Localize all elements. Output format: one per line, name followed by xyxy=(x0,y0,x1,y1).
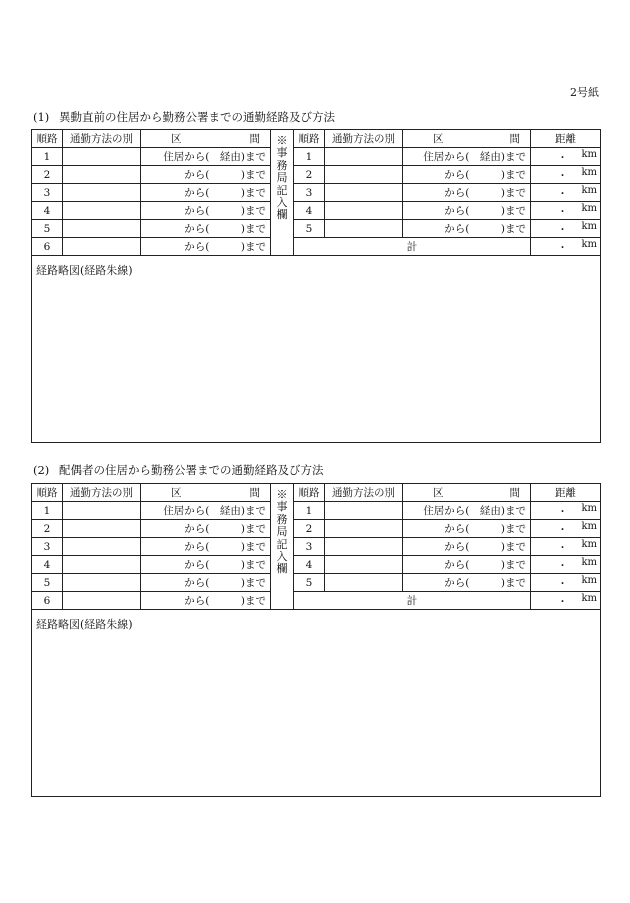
distance-input[interactable] xyxy=(531,520,601,538)
distance-dot: ・ xyxy=(557,189,568,200)
section-input[interactable]: から( )まで xyxy=(403,574,531,592)
header-order: 順路 xyxy=(294,484,325,502)
distance-unit: km xyxy=(581,185,597,196)
distance-input[interactable] xyxy=(531,166,601,184)
method-input[interactable] xyxy=(63,574,141,592)
route-map-label: 経路略図(経路朱線) xyxy=(36,618,133,631)
table-row xyxy=(32,592,601,610)
row-number: 4 xyxy=(32,556,63,574)
row-number: 4 xyxy=(294,202,325,220)
row-number: 1 xyxy=(32,148,63,166)
header-section xyxy=(141,484,271,502)
row-number: 3 xyxy=(32,184,63,202)
table-row xyxy=(32,202,601,220)
table-header-row xyxy=(32,130,601,148)
row-number: 5 xyxy=(32,574,63,592)
header-method: 通勤方法の別 xyxy=(325,130,403,148)
section-input[interactable]: から( )まで xyxy=(403,538,531,556)
distance-dot: ・ xyxy=(557,597,568,608)
table-row xyxy=(32,556,601,574)
section-input[interactable]: 住居から( 経由)まで xyxy=(141,148,271,166)
row-number: 1 xyxy=(32,502,63,520)
total-distance-input[interactable] xyxy=(531,238,601,256)
section-input[interactable]: から( )まで xyxy=(141,220,271,238)
header-section-right: 間 xyxy=(249,133,260,145)
distance-unit: km xyxy=(581,149,597,160)
section-input[interactable]: から( )まで xyxy=(141,556,271,574)
distance-input[interactable] xyxy=(531,574,601,592)
row-number: 2 xyxy=(294,520,325,538)
table-row xyxy=(32,238,601,256)
distance-dot: ・ xyxy=(557,525,568,536)
header-distance: 距離 xyxy=(531,130,601,148)
header-distance: 距離 xyxy=(531,484,601,502)
distance-unit: km xyxy=(581,539,597,550)
section-input[interactable]: から( )まで xyxy=(141,520,271,538)
distance-dot: ・ xyxy=(557,207,568,218)
table-row xyxy=(32,574,601,592)
method-input[interactable] xyxy=(63,556,141,574)
section-input[interactable]: から( )まで xyxy=(141,184,271,202)
total-distance-input[interactable] xyxy=(531,592,601,610)
distance-input[interactable] xyxy=(531,220,601,238)
section-input[interactable]: から( )まで xyxy=(403,556,531,574)
section-2-title xyxy=(33,462,324,478)
header-section-right: 間 xyxy=(509,487,520,499)
section-input[interactable]: から( )まで xyxy=(141,238,271,256)
row-number: 3 xyxy=(294,184,325,202)
distance-dot: ・ xyxy=(557,507,568,518)
method-input[interactable] xyxy=(63,238,141,256)
distance-unit: km xyxy=(581,503,597,514)
table-header-row xyxy=(32,484,601,502)
office-use-note: ※事務局記入欄 xyxy=(276,134,288,222)
method-input[interactable] xyxy=(63,148,141,166)
section-input[interactable]: から( )まで xyxy=(141,166,271,184)
method-input[interactable] xyxy=(63,202,141,220)
section-input[interactable]: 住居から( 経由)まで xyxy=(403,148,531,166)
section-1-title-text: 異動直前の住居から勤務公署までの通勤経路及び方法 xyxy=(59,110,335,124)
table-row xyxy=(32,502,601,520)
method-input[interactable] xyxy=(325,520,403,538)
header-section xyxy=(141,130,271,148)
header-section-right: 間 xyxy=(249,487,260,499)
method-input[interactable] xyxy=(325,184,403,202)
distance-unit: km xyxy=(581,521,597,532)
route-map-area[interactable] xyxy=(32,610,601,797)
method-input[interactable] xyxy=(63,520,141,538)
row-number: 5 xyxy=(32,220,63,238)
office-use-column xyxy=(271,130,294,256)
method-input[interactable] xyxy=(63,166,141,184)
table-row xyxy=(32,148,601,166)
method-input[interactable] xyxy=(325,220,403,238)
section-input[interactable]: から( )まで xyxy=(141,592,271,610)
distance-input[interactable] xyxy=(531,502,601,520)
table-row xyxy=(32,538,601,556)
office-use-note: ※事務局記入欄 xyxy=(276,488,288,576)
section-input[interactable]: から( )まで xyxy=(141,538,271,556)
route-map-area[interactable] xyxy=(32,256,601,443)
header-order: 順路 xyxy=(294,130,325,148)
table-row xyxy=(32,520,601,538)
row-number: 2 xyxy=(32,166,63,184)
total-label: 計 xyxy=(294,238,531,256)
route-table-1 xyxy=(31,129,601,443)
distance-dot: ・ xyxy=(557,561,568,572)
distance-unit: km xyxy=(581,167,597,178)
distance-dot: ・ xyxy=(557,225,568,236)
distance-dot: ・ xyxy=(557,579,568,590)
method-input[interactable] xyxy=(325,502,403,520)
row-number: 4 xyxy=(294,556,325,574)
route-table-2 xyxy=(31,483,601,797)
method-input[interactable] xyxy=(63,592,141,610)
header-order: 順路 xyxy=(32,484,63,502)
row-number: 6 xyxy=(32,238,63,256)
method-input[interactable] xyxy=(325,202,403,220)
distance-dot: ・ xyxy=(557,543,568,554)
distance-dot: ・ xyxy=(557,243,568,254)
method-input[interactable] xyxy=(325,166,403,184)
header-section-left: 区 xyxy=(171,487,182,499)
row-number: 5 xyxy=(294,574,325,592)
distance-unit: km xyxy=(581,203,597,214)
row-number: 3 xyxy=(32,538,63,556)
table-row xyxy=(32,184,601,202)
method-input[interactable] xyxy=(325,556,403,574)
section-1-number: (1) xyxy=(33,110,50,124)
header-method: 通勤方法の別 xyxy=(63,130,141,148)
header-method: 通勤方法の別 xyxy=(325,484,403,502)
header-section-left: 区 xyxy=(433,487,444,499)
header-order: 順路 xyxy=(32,130,63,148)
method-input[interactable] xyxy=(63,502,141,520)
table-row xyxy=(32,166,601,184)
distance-input[interactable] xyxy=(531,556,601,574)
section-input[interactable]: から( )まで xyxy=(403,166,531,184)
row-number: 1 xyxy=(294,502,325,520)
header-section-left: 区 xyxy=(171,133,182,145)
header-method: 通勤方法の別 xyxy=(63,484,141,502)
section-input[interactable]: 住居から( 経由)まで xyxy=(403,502,531,520)
distance-unit: km xyxy=(581,239,597,250)
method-input[interactable] xyxy=(63,538,141,556)
header-section-left: 区 xyxy=(433,133,444,145)
method-input[interactable] xyxy=(325,538,403,556)
form-number: 2号紙 xyxy=(570,86,599,99)
row-number: 2 xyxy=(294,166,325,184)
distance-unit: km xyxy=(581,221,597,232)
row-number: 1 xyxy=(294,148,325,166)
row-number: 6 xyxy=(32,592,63,610)
distance-input[interactable] xyxy=(531,148,601,166)
distance-input[interactable] xyxy=(531,202,601,220)
method-input[interactable] xyxy=(325,574,403,592)
office-use-column xyxy=(271,484,294,610)
header-section xyxy=(403,484,531,502)
section-input[interactable]: から( )まで xyxy=(403,220,531,238)
distance-unit: km xyxy=(581,593,597,604)
section-input[interactable]: から( )まで xyxy=(403,202,531,220)
row-number: 5 xyxy=(294,220,325,238)
section-input[interactable]: から( )まで xyxy=(403,184,531,202)
header-section xyxy=(403,130,531,148)
distance-dot: ・ xyxy=(557,171,568,182)
distance-input[interactable] xyxy=(531,184,601,202)
section-input[interactable]: から( )まで xyxy=(141,202,271,220)
section-input[interactable]: 住居から( 経由)まで xyxy=(141,502,271,520)
row-number: 4 xyxy=(32,202,63,220)
distance-dot: ・ xyxy=(557,153,568,164)
section-2-title-text: 配偶者の住居から勤務公署までの通勤経路及び方法 xyxy=(59,463,324,477)
row-number: 2 xyxy=(32,520,63,538)
section-input[interactable]: から( )まで xyxy=(403,520,531,538)
distance-unit: km xyxy=(581,575,597,586)
distance-unit: km xyxy=(581,557,597,568)
route-map-label: 経路略図(経路朱線) xyxy=(36,264,133,277)
section-1-title xyxy=(33,109,335,125)
distance-input[interactable] xyxy=(531,538,601,556)
method-input[interactable] xyxy=(63,220,141,238)
table-row xyxy=(32,220,601,238)
section-input[interactable]: から( )まで xyxy=(141,574,271,592)
method-input[interactable] xyxy=(63,184,141,202)
total-label: 計 xyxy=(294,592,531,610)
header-section-right: 間 xyxy=(509,133,520,145)
row-number: 3 xyxy=(294,538,325,556)
section-2-number: (2) xyxy=(33,463,50,477)
method-input[interactable] xyxy=(325,148,403,166)
